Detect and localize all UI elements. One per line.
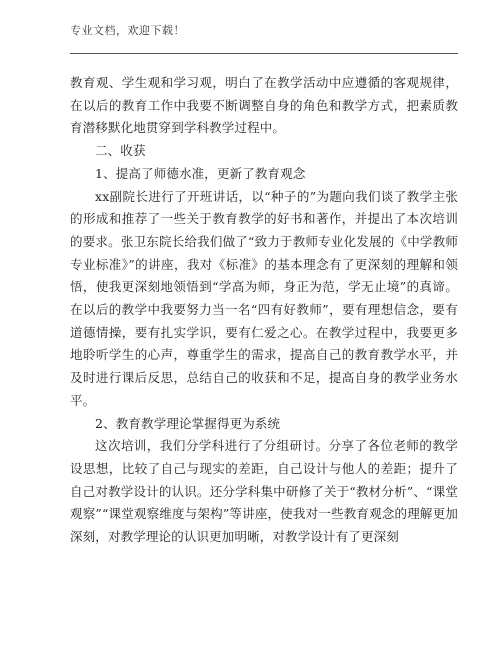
subheading-theory: 2、教育教学理论掌握得更为系统 [95,415,281,431]
page-header: 专业文档，欢迎下载！ [70,24,185,37]
document-body [70,72,458,549]
subheading-ethics: 1、提高了师德水准，更新了教育观念 [95,165,306,181]
paragraph-theory: 这次培训，我们分学科进行了分组研讨。分享了各位老师的教学设思想，比较了自己与现实的差距，自己设计与他人的差距；提升了自己对教学设计的认识。还分学科集中研修了关于“教材分析”、“课堂观察”“课堂观察维度与架构”等讲座，使我对一些教育观念的理解更加深刻，对教学理论的认识更加明晰，对教学设计有了更深刻 [70,438,458,545]
header-divider [70,53,458,54]
paragraph-continuation: 教育观、学生观和学习观，明白了在教学活动中应遵循的客观规律，在以后的教育工作中我要不断调整自身的角色和教学方式，把素质教育潜移默化地贯穿到学科教学过程中。 [70,75,458,136]
section-heading-gains: 二、收获 [95,143,146,159]
paragraph-ethics: xx副院长进行了开班讲话，以“种子的”为题向我们谈了教学主张的形成和推荐了一些关于教育教学的好书和著作，并提出了本次培训的要求。张卫东院长给我们做了“致力于教师专业化发展的《中学教师专业标准》”的讲座，我对《标准》的基本理念有了更深刻的理解和领悟，使我更深刻地领悟到“学高为师，身正为范，学无止境”的真谛。在以后的教学中我要努力当一名“四有好教师”，要有理想信念，要有道德情操，要有扎实学识，要有仁爱之心。在教学过程中，我要更多地聆听学生的心声，尊重学生的需求，提高自己的教育教学水平，并及时进行课后反思，总结自己的收获和不足，提高自身的教学业务水平。 [70,188,458,408]
